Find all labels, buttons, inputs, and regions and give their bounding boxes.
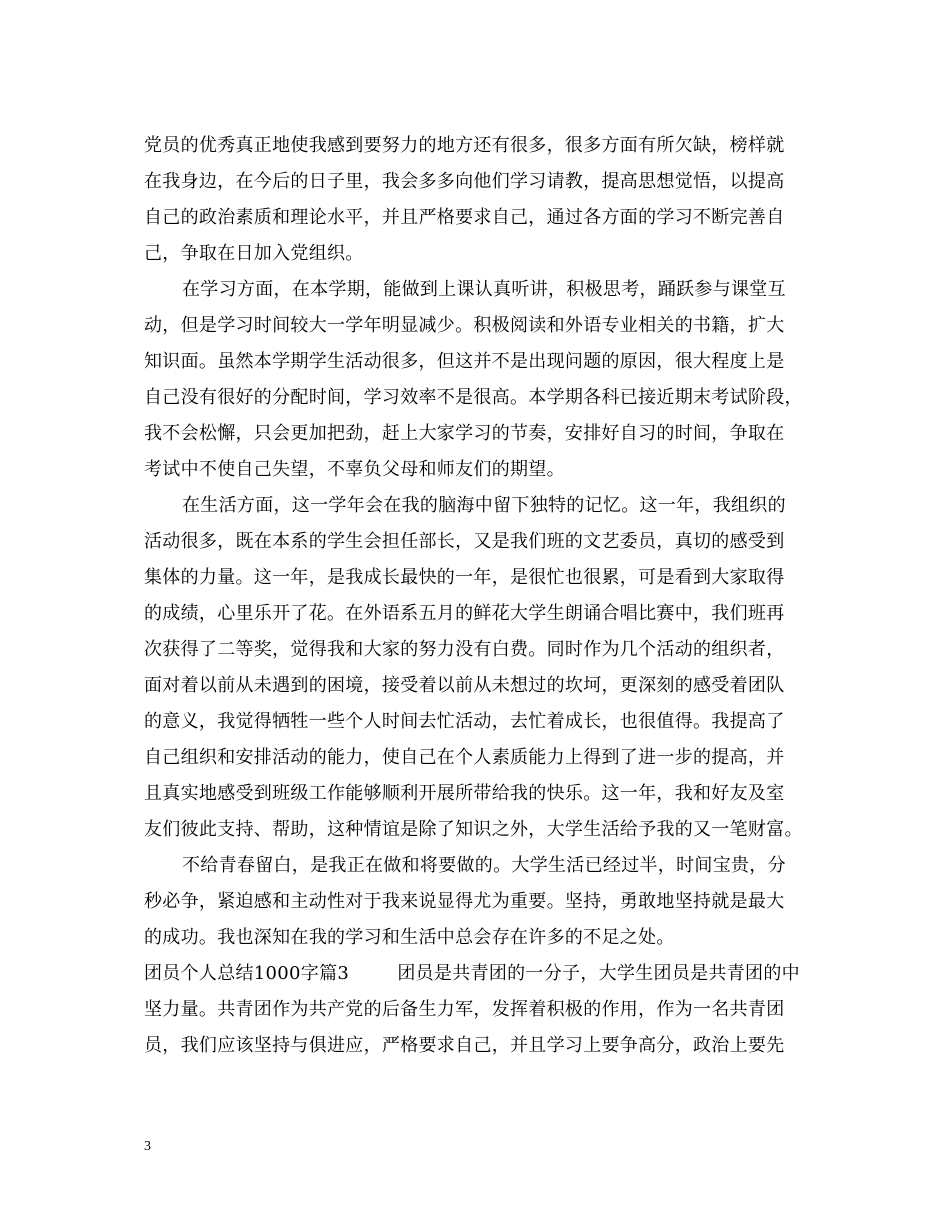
section-heading-line: 团员个人总结1000字篇3 团员是共青团的一分子，大学生团员是共青团的中: [144, 963, 800, 984]
text-line: 考试中不使自己失望，不辜负父母和师友们的期望。: [144, 459, 565, 480]
text-line: 我不会松懈，只会更加把劲，赶上大家学习的节奏，安排好自习的时间，争取在: [144, 423, 785, 444]
page-number: 3: [144, 1139, 151, 1154]
text-line: 己，争取在日加入党组织。: [144, 243, 364, 264]
text-line: 自己没有很好的分配时间，学习效率不是很高。本学期各科已接近期末考试阶段，: [144, 387, 803, 408]
paragraph-first-line: 在生活方面，这一学年会在我的脑海中留下独特的记忆。这一年，我组织的: [182, 495, 786, 516]
text-line: 的成绩，心里乐开了花。在外语系五月的鲜花大学生朗诵合唱比赛中，我们班再: [144, 603, 785, 624]
text-line: 自己组织和安排活动的能力，使自己在个人素质能力上得到了进一步的提高，并: [144, 747, 785, 768]
text-line: 知识面。虽然本学期学生活动很多，但这并不是出现问题的原因，很大程度上是: [144, 351, 785, 372]
text-line: 的意义，我觉得牺牲一些个人时间去忙活动，去忙着成长，也很值得。我提高了: [144, 711, 785, 732]
text-line: 党员的优秀真正地使我感到要努力的地方还有很多，很多方面有所欠缺，榜样就: [144, 135, 785, 156]
text-line: 次获得了二等奖，觉得我和大家的努力没有白费。同时作为几个活动的组织者，: [144, 639, 785, 660]
body-text: [144, 128, 812, 1064]
text-line: 自己的政治素质和理论水平，并且严格要求自己，通过各方面的学习不断完善自: [144, 207, 785, 228]
text-line: 在我身边，在今后的日子里，我会多多向他们学习请教，提高思想觉悟，以提高: [144, 171, 785, 192]
text-line: 动，但是学习时间较大一学年明显减少。积极阅读和外语专业相关的书籍，扩大: [144, 315, 785, 336]
text-line: 友们彼此支持、帮助，这种情谊是除了知识之外，大学生活给予我的又一笔财富。: [144, 819, 803, 840]
text-line: 且真实地感受到班级工作能够顺利开展所带给我的快乐。这一年，我和好友及室: [144, 783, 785, 804]
text-line: 面对着以前从未遇到的困境，接受着以前从未想过的坎坷，更深刻的感受着团队: [144, 675, 785, 696]
text-line: 坚力量。共青团作为共产党的后备生力军，发挥着积极的作用，作为一名共青团: [144, 999, 785, 1020]
text-line: 的成功。我也深知在我的学习和生活中总会存在许多的不足之处。: [144, 927, 675, 948]
paragraph-first-line: 不给青春留白，是我正在做和将要做的。大学生活已经过半，时间宝贵，分: [182, 855, 786, 876]
paragraph-first-line: 在学习方面，在本学期，能做到上课认真听讲，积极思考，踊跃参与课堂互: [182, 279, 786, 300]
text-line: 员，我们应该坚持与俱进应，严格要求自己，并且学习上要争高分，政治上要先: [144, 1035, 785, 1056]
text-line: 集体的力量。这一年，是我成长最快的一年，是很忙也很累，可是看到大家取得: [144, 567, 785, 588]
text-line: 秒必争，紧迫感和主动性对于我来说显得尤为重要。坚持，勇敢地坚持就是最大: [144, 891, 785, 912]
text-line: 活动很多，既在本系的学生会担任部长，又是我们班的文艺委员，真切的感受到: [144, 531, 785, 552]
